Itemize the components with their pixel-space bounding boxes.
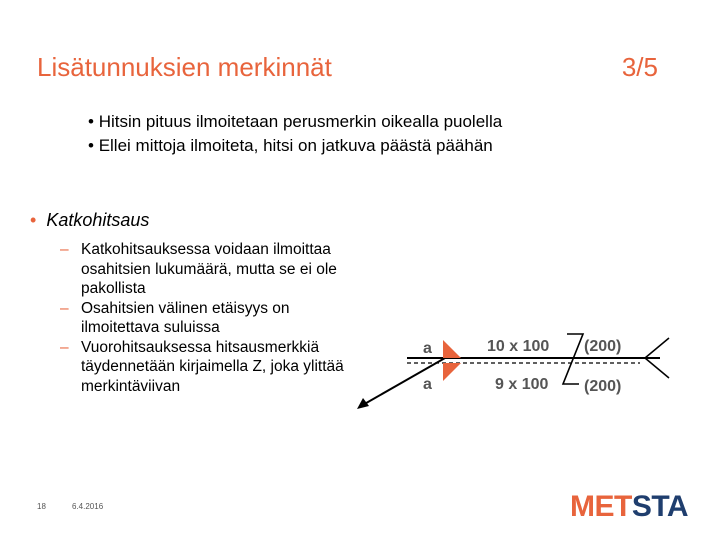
sub-bullet-item: – Osahitsien välinen etäisyys on ilmoitettava suluissa <box>60 299 360 338</box>
fillet-weld-top-icon <box>443 340 461 358</box>
footer-date: 6.4.2016 <box>72 502 104 511</box>
slide-number: 18 <box>37 502 46 511</box>
bullet-dot-icon: • <box>30 210 37 230</box>
bullet-item: • Ellei mittoja ilmoiteta, hitsi on jatkuva päästä päähän <box>88 134 502 158</box>
page-counter: 3/5 <box>621 52 658 82</box>
section-heading <box>30 210 149 231</box>
arrow-leader-line <box>361 358 445 406</box>
logo-part-1: MET <box>570 490 632 523</box>
section-heading-text: Katkohitsaus <box>46 210 150 230</box>
metsta-logo <box>570 490 688 524</box>
tail-line-lower <box>645 358 669 378</box>
top-bullet-list <box>88 110 502 158</box>
weld-symbol-diagram <box>355 318 675 418</box>
tail-line-upper <box>645 338 669 358</box>
page-title: Lisätunnuksien merkinnät <box>37 52 332 82</box>
bottom-dimension-label: 9 x 100 <box>495 376 549 393</box>
sub-bullet-item: – Katkohitsauksessa voidaan ilmoittaa osahitsien lukumäärä, mutta se ei ole pakollista <box>60 240 360 299</box>
top-pitch-label: (200) <box>584 338 622 355</box>
fillet-weld-bottom-icon <box>443 363 461 381</box>
sub-bullet-item: – Vuorohitsauksessa hitsausmerkkiä täydennetään kirjaimella Z, joka ylittää merkintäviivan <box>60 338 360 397</box>
top-a-label: a <box>423 340 432 357</box>
bottom-a-label: a <box>423 376 432 393</box>
top-dimension-label: 10 x 100 <box>487 338 550 355</box>
bottom-pitch-label: (200) <box>584 378 622 395</box>
bullet-item: • Hitsin pituus ilmoitetaan perusmerkin oikealla puolella <box>88 110 502 134</box>
logo-part-2: STA <box>631 490 689 523</box>
sub-bullet-list <box>60 240 360 396</box>
